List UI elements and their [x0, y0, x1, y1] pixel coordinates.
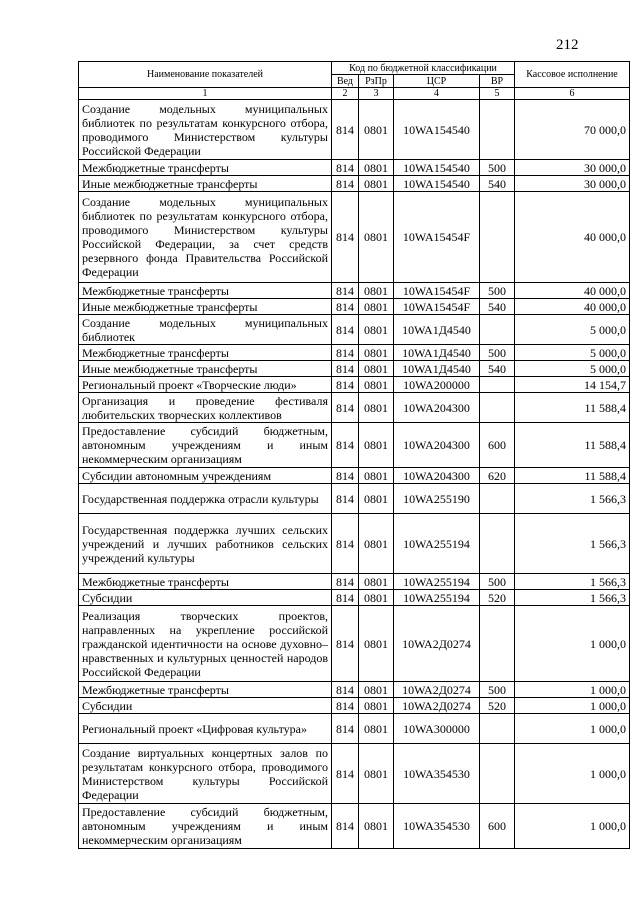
row-csr: 10WA15454F: [394, 283, 480, 299]
row-name: Иные межбюджетные трансферты: [79, 299, 332, 315]
header-name: Наименование показателей: [79, 62, 332, 88]
table-row: [79, 484, 630, 514]
row-csr: 10WA154540: [394, 176, 480, 192]
table-row: [79, 590, 630, 606]
row-name: Создание модельных муниципальных библиотек по результатам конкурсного отбора, проводимого Министерством культуры Российской Федерации: [79, 100, 332, 160]
table-row: [79, 423, 630, 468]
row-ved: 814: [332, 100, 359, 160]
row-name: Межбюджетные трансферты: [79, 160, 332, 176]
row-amount: 1 566,3: [515, 514, 630, 574]
row-rzpr: 0801: [359, 468, 394, 484]
table-row: [79, 714, 630, 744]
table-body: [79, 88, 630, 849]
table-row: [79, 393, 630, 423]
row-ved: 814: [332, 744, 359, 804]
row-vr: 540: [480, 299, 515, 315]
row-csr: 10WA1Д4540: [394, 345, 480, 361]
row-rzpr: 0801: [359, 606, 394, 682]
row-csr: 10WA1Д4540: [394, 315, 480, 345]
row-ved: 814: [332, 606, 359, 682]
column-index: 1: [79, 88, 332, 100]
row-csr: 10WA154540: [394, 160, 480, 176]
row-vr: 500: [480, 574, 515, 590]
row-amount: 70 000,0: [515, 100, 630, 160]
row-vr: [480, 377, 515, 393]
row-rzpr: 0801: [359, 393, 394, 423]
row-vr: 500: [480, 160, 515, 176]
header-rzpr: РзПр: [359, 75, 394, 88]
row-name: Создание модельных муниципальных библиотек по результатам конкурсного отбора, проводимого Министерством культуры Российской Федерации, за счет средств резервного фонда Правительства Российской Федерации: [79, 192, 332, 283]
row-csr: 10WA204300: [394, 468, 480, 484]
row-ved: 814: [332, 590, 359, 606]
row-rzpr: 0801: [359, 315, 394, 345]
table-row: [79, 345, 630, 361]
row-rzpr: 0801: [359, 100, 394, 160]
row-vr: [480, 192, 515, 283]
row-name: Межбюджетные трансферты: [79, 682, 332, 698]
row-vr: [480, 100, 515, 160]
table-row: [79, 682, 630, 698]
row-ved: 814: [332, 468, 359, 484]
row-amount: 11 588,4: [515, 468, 630, 484]
row-amount: 1 566,3: [515, 574, 630, 590]
row-amount: 1 566,3: [515, 590, 630, 606]
row-ved: 814: [332, 514, 359, 574]
row-name: Субсидии: [79, 698, 332, 714]
row-amount: 11 588,4: [515, 393, 630, 423]
row-ved: 814: [332, 361, 359, 377]
row-rzpr: 0801: [359, 714, 394, 744]
row-ved: 814: [332, 192, 359, 283]
row-amount: 40 000,0: [515, 283, 630, 299]
table-row: [79, 804, 630, 849]
row-name: Организация и проведение фестиваля любительских творческих коллективов: [79, 393, 332, 423]
row-vr: 520: [480, 590, 515, 606]
row-csr: 10WA15454F: [394, 192, 480, 283]
row-csr: 10WA354530: [394, 744, 480, 804]
row-rzpr: 0801: [359, 804, 394, 849]
row-vr: 500: [480, 345, 515, 361]
row-csr: 10WA255194: [394, 590, 480, 606]
row-csr: 10WA2Д0274: [394, 682, 480, 698]
column-index: 2: [332, 88, 359, 100]
row-rzpr: 0801: [359, 744, 394, 804]
row-ved: 814: [332, 393, 359, 423]
row-amount: 1 566,3: [515, 484, 630, 514]
row-amount: 1 000,0: [515, 804, 630, 849]
row-name: Предоставление субсидий бюджетным, автономным учреждениям и иным некоммерческим организациям: [79, 423, 332, 468]
table-row: [79, 100, 630, 160]
table-row: [79, 514, 630, 574]
row-vr: 620: [480, 468, 515, 484]
row-ved: 814: [332, 423, 359, 468]
row-name: Субсидии: [79, 590, 332, 606]
table-row: [79, 192, 630, 283]
header-vr: ВР: [480, 75, 515, 88]
row-name: Субсидии автономным учреждениям: [79, 468, 332, 484]
row-ved: 814: [332, 283, 359, 299]
row-csr: 10WA255194: [394, 514, 480, 574]
table-row: [79, 377, 630, 393]
row-amount: 30 000,0: [515, 160, 630, 176]
table-row: [79, 160, 630, 176]
row-vr: 500: [480, 682, 515, 698]
row-name: Межбюджетные трансферты: [79, 574, 332, 590]
row-csr: 10WA204300: [394, 393, 480, 423]
column-index: 3: [359, 88, 394, 100]
table-row: [79, 283, 630, 299]
row-csr: 10WA255194: [394, 574, 480, 590]
row-vr: [480, 744, 515, 804]
row-csr: 10WA354530: [394, 804, 480, 849]
row-ved: 814: [332, 574, 359, 590]
row-csr: 10WA2Д0274: [394, 698, 480, 714]
row-rzpr: 0801: [359, 361, 394, 377]
header-row-1: [79, 62, 630, 75]
row-amount: 5 000,0: [515, 361, 630, 377]
row-amount: 30 000,0: [515, 176, 630, 192]
header-code-group: Код по бюджетной классификации: [332, 62, 515, 75]
header-csr: ЦСР: [394, 75, 480, 88]
row-vr: 500: [480, 283, 515, 299]
row-ved: 814: [332, 345, 359, 361]
row-name: Иные межбюджетные трансферты: [79, 361, 332, 377]
row-rzpr: 0801: [359, 176, 394, 192]
row-ved: 814: [332, 682, 359, 698]
row-ved: 814: [332, 714, 359, 744]
row-amount: 40 000,0: [515, 192, 630, 283]
table-row: [79, 361, 630, 377]
row-amount: 11 588,4: [515, 423, 630, 468]
row-csr: 10WA2Д0274: [394, 606, 480, 682]
row-rzpr: 0801: [359, 192, 394, 283]
row-amount: 14 154,7: [515, 377, 630, 393]
row-rzpr: 0801: [359, 484, 394, 514]
row-csr: 10WA200000: [394, 377, 480, 393]
row-rzpr: 0801: [359, 299, 394, 315]
table-row: [79, 315, 630, 345]
row-ved: 814: [332, 484, 359, 514]
column-index: 4: [394, 88, 480, 100]
header-ved: Вед: [332, 75, 359, 88]
table-row: [79, 176, 630, 192]
row-amount: 1 000,0: [515, 698, 630, 714]
row-rzpr: 0801: [359, 682, 394, 698]
row-rzpr: 0801: [359, 283, 394, 299]
row-csr: 10WA1Д4540: [394, 361, 480, 377]
budget-table: [78, 61, 630, 849]
table-row: [79, 468, 630, 484]
row-vr: 540: [480, 176, 515, 192]
row-amount: 1 000,0: [515, 606, 630, 682]
row-vr: [480, 514, 515, 574]
row-amount: 1 000,0: [515, 744, 630, 804]
row-rzpr: 0801: [359, 160, 394, 176]
row-csr: 10WA154540: [394, 100, 480, 160]
row-csr: 10WA255190: [394, 484, 480, 514]
row-csr: 10WA300000: [394, 714, 480, 744]
row-name: Государственная поддержка отрасли культуры: [79, 484, 332, 514]
row-amount: 5 000,0: [515, 345, 630, 361]
table-row: [79, 744, 630, 804]
row-rzpr: 0801: [359, 345, 394, 361]
page-number: 212: [556, 37, 579, 53]
row-ved: 814: [332, 804, 359, 849]
row-amount: 5 000,0: [515, 315, 630, 345]
table-row: [79, 606, 630, 682]
row-ved: 814: [332, 176, 359, 192]
row-vr: [480, 714, 515, 744]
row-name: Межбюджетные трансферты: [79, 345, 332, 361]
row-ved: 814: [332, 299, 359, 315]
row-name: Региональный проект «Цифровая культура»: [79, 714, 332, 744]
row-ved: 814: [332, 315, 359, 345]
column-index-row: [79, 88, 630, 100]
row-name: Государственная поддержка лучших сельских учреждений и лучших работников сельских учреждений культуры: [79, 514, 332, 574]
row-vr: [480, 484, 515, 514]
row-vr: 600: [480, 423, 515, 468]
row-vr: [480, 315, 515, 345]
row-amount: 1 000,0: [515, 682, 630, 698]
row-amount: 40 000,0: [515, 299, 630, 315]
table-row: [79, 574, 630, 590]
row-vr: 540: [480, 361, 515, 377]
row-rzpr: 0801: [359, 514, 394, 574]
column-index: 6: [515, 88, 630, 100]
row-name: Создание виртуальных концертных залов по результатам конкурсного отбора, проводимого Министерством культуры Российской Федерации: [79, 744, 332, 804]
row-ved: 814: [332, 160, 359, 176]
row-name: Региональный проект «Творческие люди»: [79, 377, 332, 393]
column-index: 5: [480, 88, 515, 100]
row-name: Создание модельных муниципальных библиотек: [79, 315, 332, 345]
row-ved: 814: [332, 698, 359, 714]
row-name: Предоставление субсидий бюджетным, автономным учреждениям и иным некоммерческим организациям: [79, 804, 332, 849]
row-ved: 814: [332, 377, 359, 393]
row-rzpr: 0801: [359, 377, 394, 393]
row-name: Межбюджетные трансферты: [79, 283, 332, 299]
header-amount: Кассовое исполнение: [515, 62, 630, 88]
row-csr: 10WA204300: [394, 423, 480, 468]
row-vr: 520: [480, 698, 515, 714]
table-row: [79, 698, 630, 714]
row-vr: [480, 606, 515, 682]
row-amount: 1 000,0: [515, 714, 630, 744]
row-vr: 600: [480, 804, 515, 849]
row-rzpr: 0801: [359, 590, 394, 606]
table-row: [79, 299, 630, 315]
row-csr: 10WA15454F: [394, 299, 480, 315]
row-rzpr: 0801: [359, 423, 394, 468]
row-rzpr: 0801: [359, 574, 394, 590]
row-name: Иные межбюджетные трансферты: [79, 176, 332, 192]
row-vr: [480, 393, 515, 423]
row-rzpr: 0801: [359, 698, 394, 714]
row-name: Реализация творческих проектов, направленных на укрепление российской гражданской идентичности на основе духовно–нравственных и культурных ценностей народов Российской Федерации: [79, 606, 332, 682]
